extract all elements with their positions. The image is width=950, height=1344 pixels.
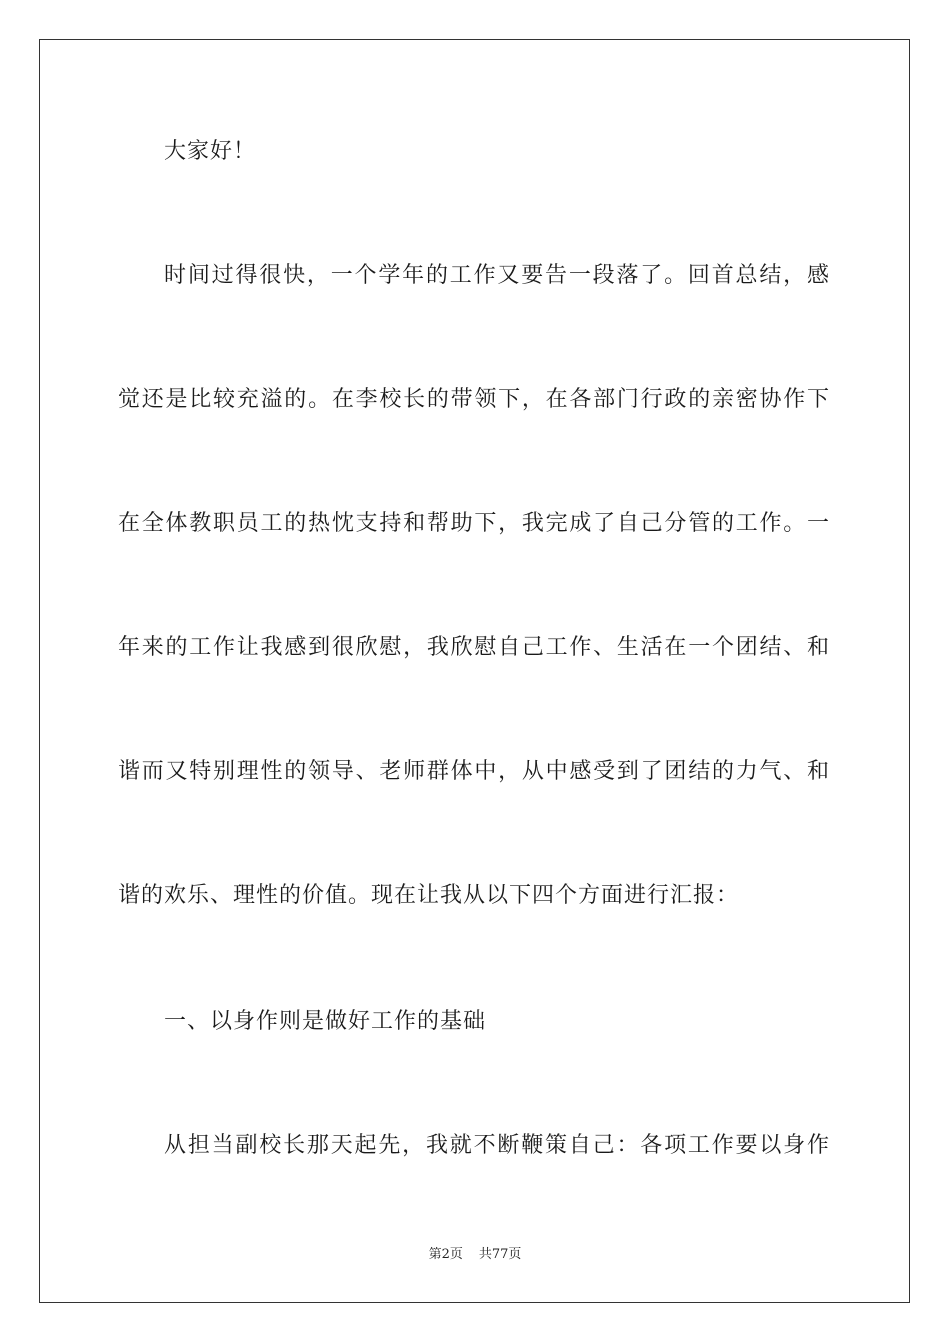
page-border	[39, 39, 910, 1303]
page-total: 共77页	[478, 1247, 522, 1262]
paragraph-line: 谐而又特别理性的领导、老师群体中，从中感受到了团结的力气、和	[118, 759, 830, 784]
section-heading: 一、以身作则是做好工作的基础	[164, 1009, 487, 1034]
paragraph-line: 年来的工作让我感到很欣慰，我欣慰自己工作、生活在一个团结、和	[118, 635, 830, 660]
paragraph-line: 时间过得很快，一个学年的工作又要告一段落了。回首总结，感	[164, 263, 830, 288]
paragraph-line: 谐的欢乐、理性的价值。现在让我从以下四个方面进行汇报：	[118, 883, 740, 908]
paragraph-line: 觉还是比较充溢的。在李校长的带领下，在各部门行政的亲密协作下	[118, 387, 830, 412]
greeting-line: 大家好！	[164, 139, 257, 164]
page-number: 第2页	[428, 1247, 463, 1262]
page-footer	[0, 1246, 950, 1264]
paragraph-line: 在全体教职员工的热忱支持和帮助下，我完成了自己分管的工作。一	[118, 511, 830, 536]
paragraph-line: 从担当副校长那天起先，我就不断鞭策自己：各项工作要以身作	[164, 1133, 830, 1158]
